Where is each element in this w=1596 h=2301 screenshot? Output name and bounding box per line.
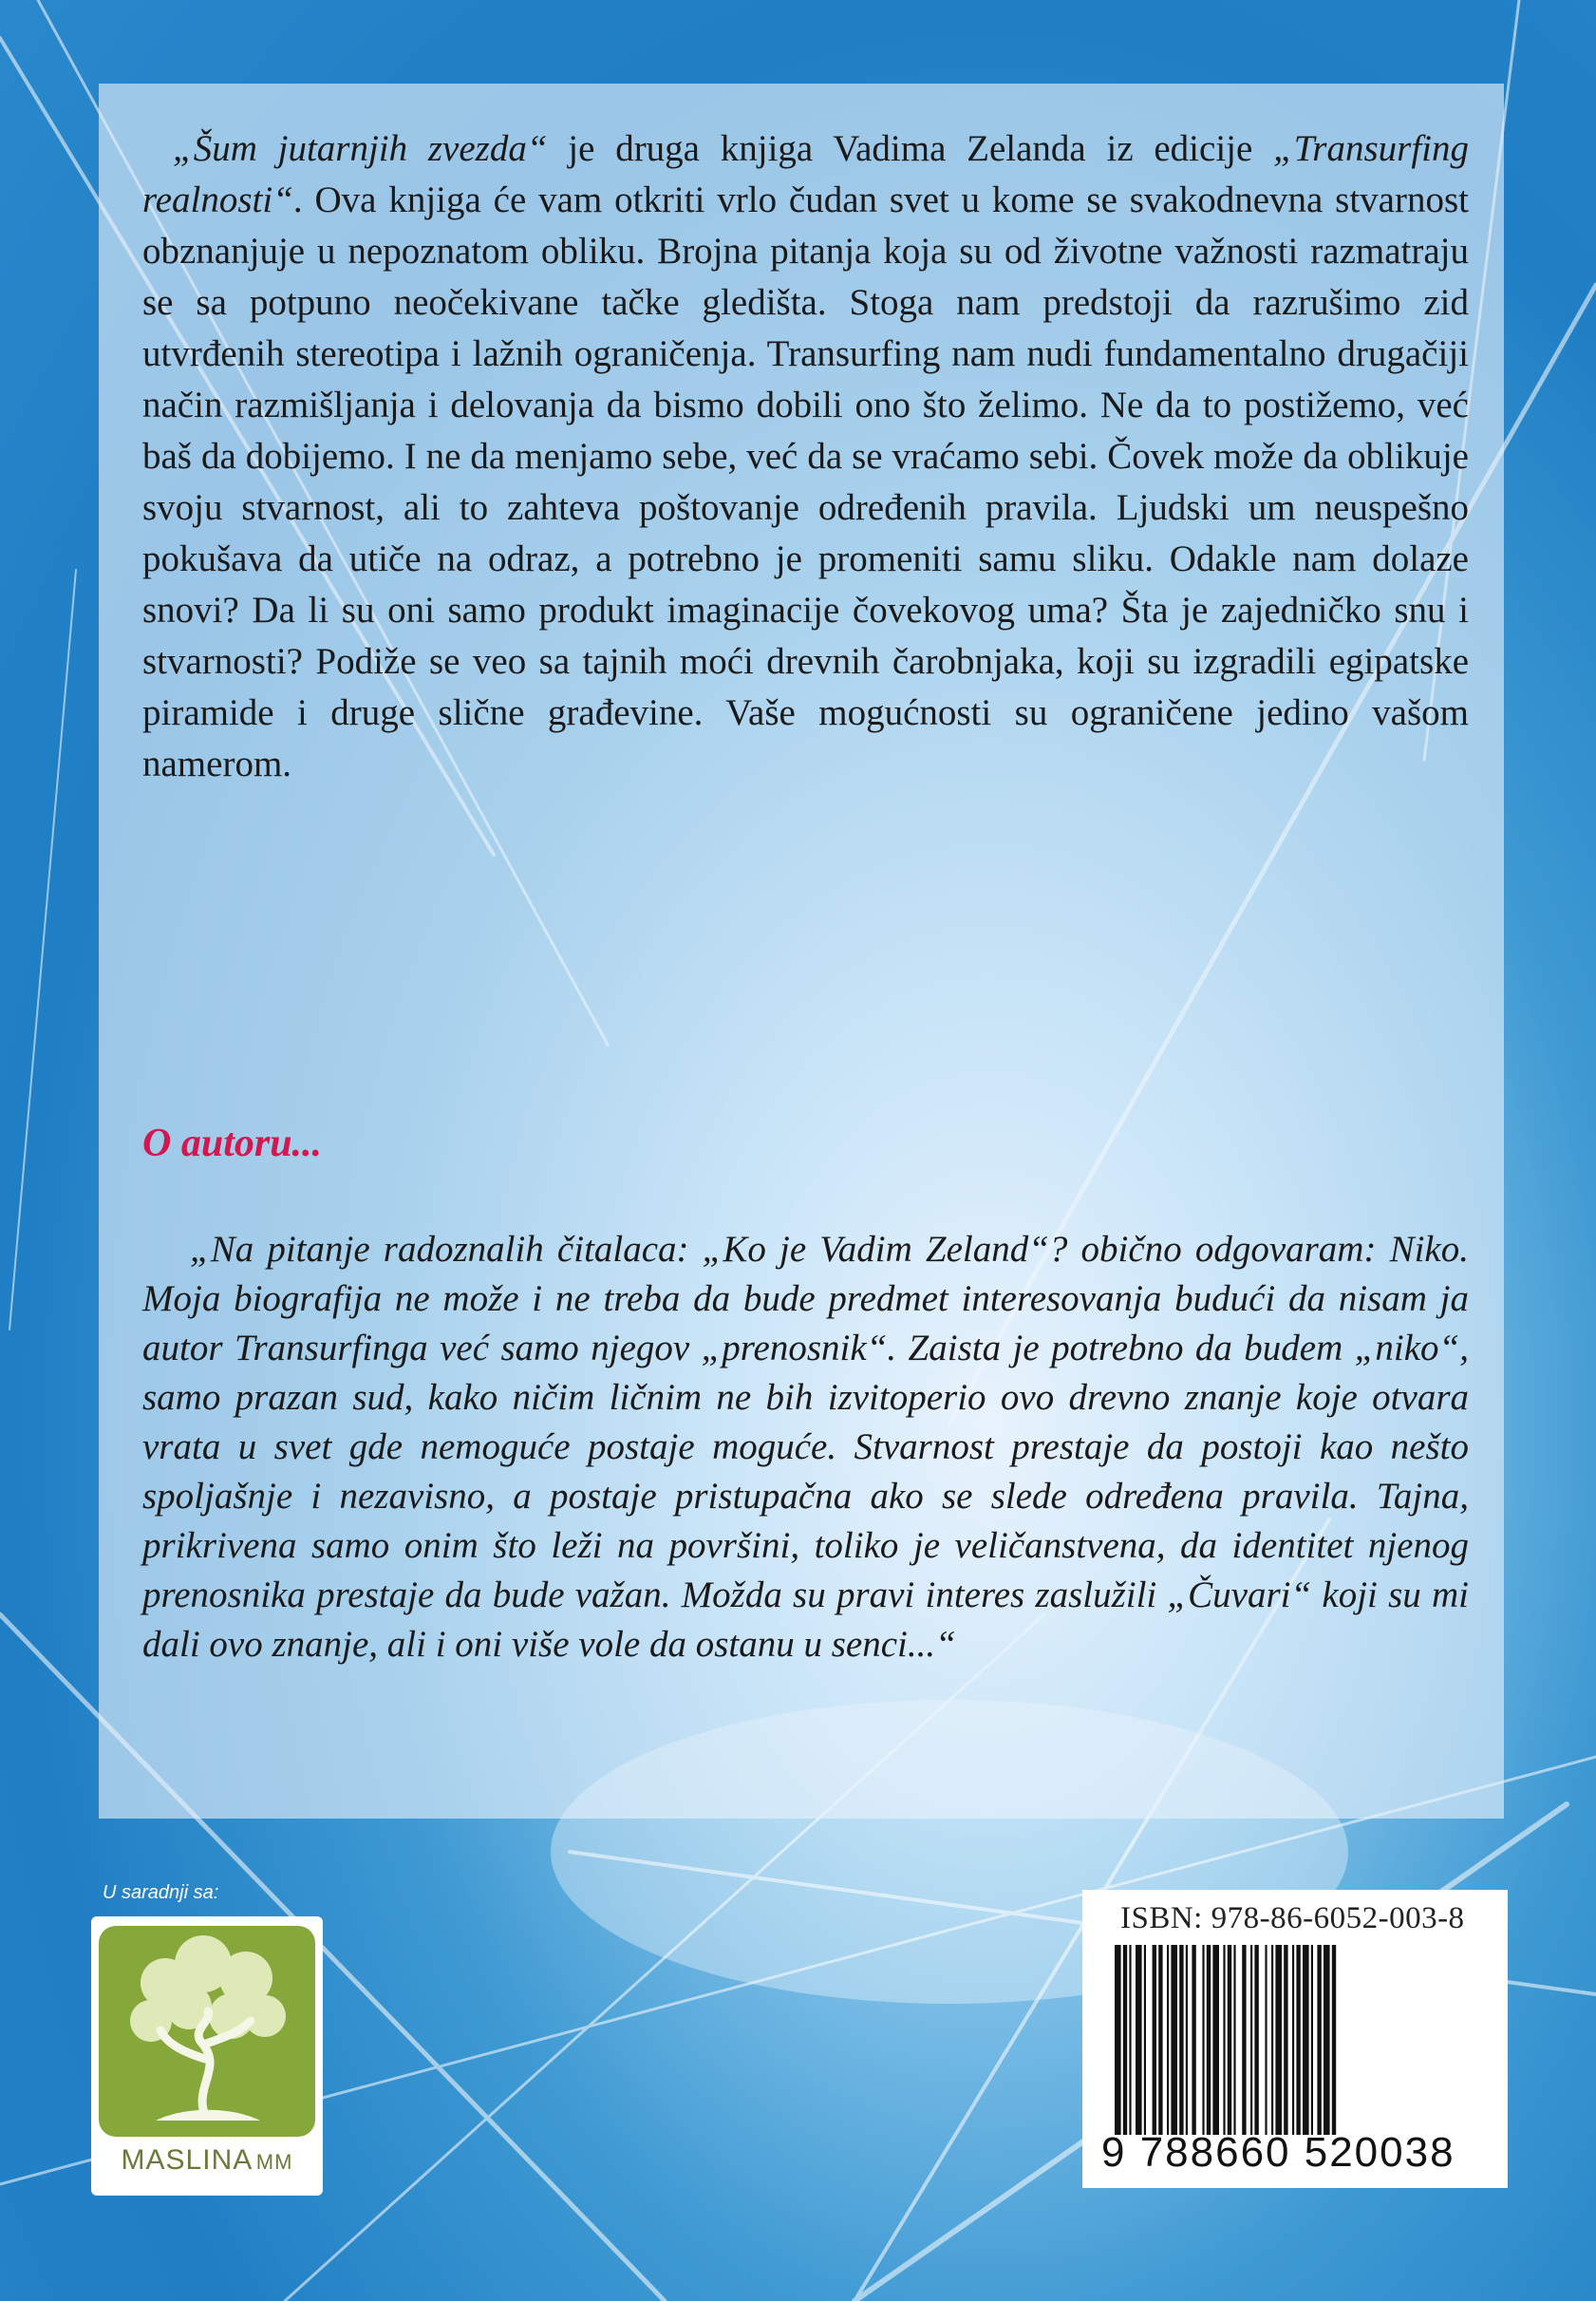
series-title: „Transurfing realnosti“ xyxy=(142,128,1469,220)
publisher-logo xyxy=(91,1916,323,2196)
author-quote: „Na pitanje radoznalih čitalaca: „Ko je Vadim Zeland“? obično odgovaram: Niko. Moja biografija ne može i ne treba da bude predmet interesovanja budući da nisam ja autor Transurfinga već samo njegov „prenosnik“. Zaista je potrebno da budem „niko“, samo prazan sud, kako ničim ličnim ne bih izvitoperio ovo drevno znanje koje otvara vrata u svet gde nemoguće postaje moguće. Stvarnost prestaje da postoji kao nešto spoljašnje i nezavisno, a postaje pristupačna ako se slede određena pravila. Tajna, prikrivena samo onim što leži na površini, toliko je veličanstvena, da identitet njenog prenosnika prestaje da bude važan. Možda su pravi interes zaslužili „Čuvari“ koji su mi dali ovo znanje, ali i oni više vole da ostanu u senci...“ xyxy=(142,1229,1469,1665)
publisher-suffix: MM xyxy=(255,2150,293,2174)
partner-label: U saradnji sa: xyxy=(103,1882,219,1903)
author-heading: O autoru... xyxy=(142,1122,323,1165)
book-title: „Šum jutarnjih zvezda“ xyxy=(173,128,548,169)
barcode-icon xyxy=(1115,1945,1485,2135)
ean-number: 9 788660 520038 xyxy=(1101,2129,1455,2176)
barcode-area xyxy=(1082,1890,1508,2188)
publisher-name xyxy=(91,2144,323,2177)
blurb-part-1: je druga knjiga Vadima Zelanda iz edicije xyxy=(547,128,1274,169)
isbn-number: ISBN: 978-86-6052-003-8 xyxy=(1120,1901,1465,1935)
tree-icon xyxy=(99,1926,315,2137)
book-blurb xyxy=(142,123,1469,790)
blurb-part-2: . Ova knjiga će vam otkriti vrlo čudan svet u kome se svakodnevna stvarnost obznanjuje u nepoznatom obliku. Brojna pitanja koja su od životne važnosti razmatraju se sa potpuno neočekivane tačke gledišta. Stoga nam predstoji da razrušimo zid utvrđenih stereotipa i lažnih ograničenja. Transurfing nam nudi fundamentalno drugačiji način razmišljanja i delovanja da bismo dobili ono što želimo. Ne da to postižemo, već baš da dobijemo. I ne da menjamo sebe, već da se vraćamo sebi. Čovek može da oblikuje svoju stvarnost, ali to zahteva poštovanje određenih pravila. Ljudski um neuspešno pokušava da utiče na odraz, a potrebno je promeniti samu sliku. Odakle nam dolaze snovi? Da li su oni samo produkt imaginacije čovekovog uma? Šta je zajedničko snu i stvarnosti? Podiže se veo sa tajnih moći drevnih čarobnjaka, koji su izgradili egipatske piramide i druge slične građevine. Vaše mogućnosti su ograničene jedino vašom namerom. xyxy=(142,179,1469,784)
publisher-name-text: MASLINA xyxy=(121,2144,253,2176)
